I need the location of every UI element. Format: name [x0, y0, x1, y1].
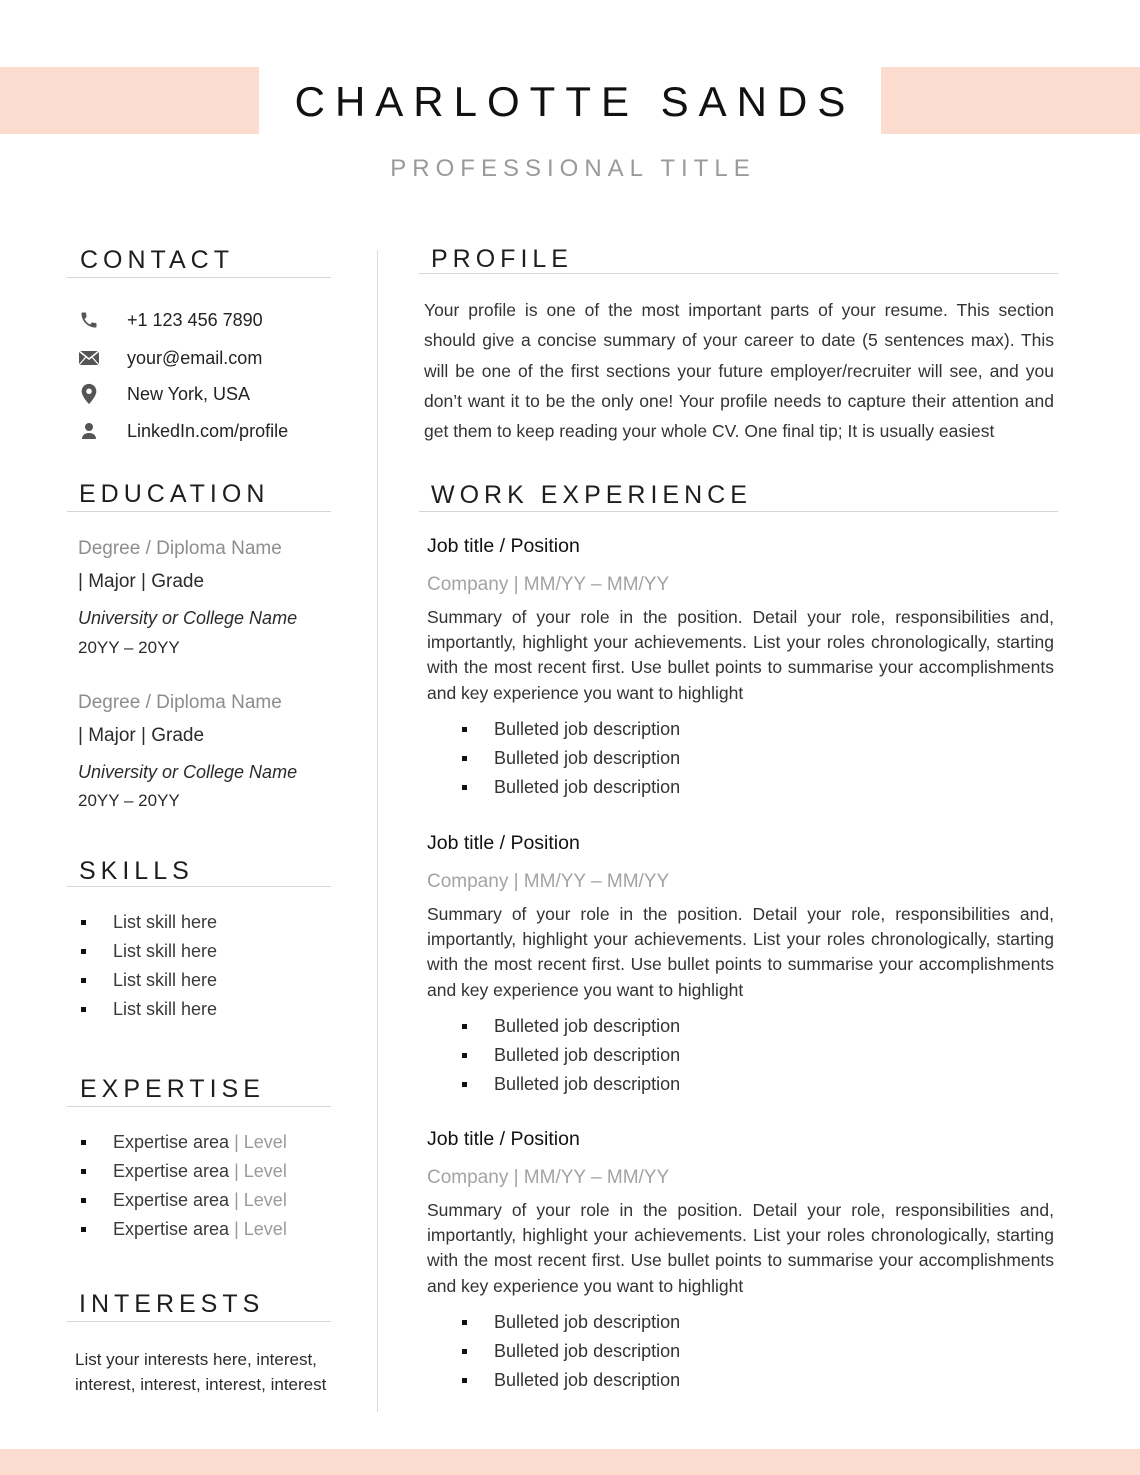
- job-bullet-text: Bulleted job description: [494, 1045, 681, 1065]
- education-years: 20YY – 20YY: [78, 791, 180, 810]
- education-major: | Major | Grade: [78, 571, 205, 592]
- expertise-item: [80, 1157, 287, 1186]
- skill-text: List skill here: [113, 999, 218, 1019]
- expertise-level: Level: [243, 1190, 287, 1210]
- skill-text: List skill here: [113, 941, 218, 961]
- job-summary: Summary of your role in the position. Detail your role, responsibilities and, importantly, highlight your achievements. List your roles chronologically, starting with the most recent first. Use bullet points to summarise your accomplishments and key experience you want to highlight: [427, 607, 1054, 703]
- job-bullets: [462, 1012, 680, 1099]
- job-title: Job title / Position: [427, 832, 580, 854]
- job-bullets: [462, 1308, 680, 1395]
- skill-item: [80, 937, 217, 966]
- person-icon: [78, 420, 100, 442]
- footer-accent-band: [0, 1449, 1140, 1475]
- job-bullet: [462, 1337, 680, 1366]
- expertise-list: [80, 1128, 287, 1244]
- bullet-square-icon: [81, 1169, 86, 1174]
- contact-heading-rule: [67, 277, 331, 278]
- expertise-area: Expertise area: [113, 1219, 230, 1239]
- education-heading: EDUCATION: [79, 480, 270, 508]
- expertise-separator: |: [234, 1161, 239, 1181]
- expertise-area: Expertise area: [113, 1132, 230, 1152]
- bullet-square-icon: [462, 1378, 467, 1383]
- interests-text: List your interests here, interest, interest, interest, interest, interest: [75, 1350, 327, 1394]
- education-heading-rule: [67, 511, 331, 512]
- education-degree: Degree / Diploma Name: [78, 692, 282, 713]
- bullet-square-icon: [81, 1227, 86, 1232]
- job-title: Job title / Position: [427, 1128, 580, 1150]
- expertise-area: Expertise area: [113, 1161, 230, 1181]
- education-degree: Degree / Diploma Name: [78, 538, 282, 559]
- skill-item: [80, 908, 217, 937]
- skill-item: [80, 995, 217, 1024]
- contact-location: [78, 381, 251, 407]
- skill-text: List skill here: [113, 912, 218, 932]
- expertise-level: Level: [243, 1219, 287, 1239]
- job-bullet: [462, 1041, 680, 1070]
- expertise-heading: EXPERTISE: [80, 1075, 265, 1103]
- bullet-square-icon: [81, 1198, 86, 1203]
- interests-heading-rule: [67, 1321, 331, 1322]
- skills-heading: SKILLS: [79, 857, 194, 885]
- bullet-square-icon: [462, 1082, 467, 1087]
- job-bullet: [462, 1012, 680, 1041]
- skill-item: [80, 966, 217, 995]
- bullet-square-icon: [462, 756, 467, 761]
- envelope-icon: [78, 347, 100, 369]
- job-bullet-text: Bulleted job description: [494, 1370, 681, 1390]
- job-summary: Summary of your role in the position. Detail your role, responsibilities and, importantly, highlight your achievements. List your roles chronologically, starting with the most recent first. Use bullet points to summarise your accomplishments and key experience you want to highlight: [427, 1200, 1054, 1296]
- job-bullets: [462, 715, 680, 802]
- expertise-separator: |: [234, 1219, 239, 1239]
- job-bullet-text: Bulleted job description: [494, 1016, 681, 1036]
- job-bullet: [462, 1070, 680, 1099]
- job-title: Job title / Position: [427, 535, 580, 557]
- bullet-square-icon: [462, 1053, 467, 1058]
- contact-location-text: New York, USA: [127, 383, 251, 404]
- job-bullet: [462, 1308, 680, 1337]
- job-bullet: [462, 1366, 680, 1395]
- location-pin-icon: [78, 383, 100, 405]
- education-major: | Major | Grade: [78, 725, 205, 746]
- expertise-level: Level: [243, 1161, 287, 1181]
- expertise-item: [80, 1215, 287, 1244]
- education-years: 20YY – 20YY: [78, 638, 180, 657]
- job-summary: Summary of your role in the position. Detail your role, responsibilities and, importantly, highlight your achievements. List your roles chronologically, starting with the most recent first. Use bullet points to summarise your accomplishments and key experience you want to highlight: [427, 904, 1054, 1000]
- job-bullet-text: Bulleted job description: [494, 1074, 681, 1094]
- contact-email: [78, 345, 263, 371]
- bullet-square-icon: [81, 1007, 86, 1012]
- professional-title: PROFESSIONAL TITLE: [390, 155, 756, 182]
- phone-icon: [78, 309, 100, 331]
- job-company-dates: Company | MM/YY – MM/YY: [427, 1167, 670, 1188]
- job-company-dates: Company | MM/YY – MM/YY: [427, 574, 670, 595]
- work-experience-heading-rule: [419, 511, 1058, 512]
- interests-heading: INTERESTS: [79, 1290, 265, 1318]
- profile-heading-rule: [419, 273, 1058, 274]
- candidate-name: CHARLOTTE SANDS: [294, 78, 856, 125]
- work-experience-heading: WORK EXPERIENCE: [431, 481, 752, 509]
- job-bullet: [462, 773, 680, 802]
- profile-summary: Your profile is one of the most important parts of your resume. This section should give a concise summary of your career to date (5 sentences max). This will be one of the first sections your future employer/recruiter will see, and you don’t want it to be the only one! Your profile needs to capture their attention and get them to keep reading your whole CV. One final tip; It is usually easiest: [424, 300, 1054, 442]
- expertise-heading-rule: [67, 1106, 331, 1107]
- expertise-level: Level: [243, 1132, 287, 1152]
- bullet-square-icon: [81, 1140, 86, 1145]
- contact-heading: CONTACT: [80, 246, 234, 274]
- job-bullet: [462, 715, 680, 744]
- expertise-item: [80, 1128, 287, 1157]
- contact-phone-text: +1 123 456 7890: [127, 309, 263, 330]
- contact-linkedin: [78, 418, 289, 444]
- bullet-square-icon: [462, 785, 467, 790]
- skills-list: [80, 908, 217, 1024]
- contact-linkedin-text: LinkedIn.com/profile: [127, 420, 289, 441]
- bullet-square-icon: [462, 1349, 467, 1354]
- column-divider: [377, 250, 378, 1412]
- bullet-square-icon: [462, 727, 467, 732]
- bullet-square-icon: [81, 920, 86, 925]
- job-bullet-text: Bulleted job description: [494, 1341, 681, 1361]
- job-company-dates: Company | MM/YY – MM/YY: [427, 871, 670, 892]
- expertise-separator: |: [234, 1190, 239, 1210]
- skill-text: List skill here: [113, 970, 218, 990]
- education-university: University or College Name: [78, 608, 298, 628]
- bullet-square-icon: [81, 978, 86, 983]
- contact-email-text: your@email.com: [127, 347, 263, 368]
- skills-heading-rule: [67, 886, 331, 887]
- job-bullet-text: Bulleted job description: [494, 719, 681, 739]
- education-university: University or College Name: [78, 762, 298, 782]
- bullet-square-icon: [462, 1024, 467, 1029]
- bullet-square-icon: [81, 949, 86, 954]
- expertise-separator: |: [234, 1132, 239, 1152]
- bullet-square-icon: [462, 1320, 467, 1325]
- expertise-area: Expertise area: [113, 1190, 230, 1210]
- job-bullet-text: Bulleted job description: [494, 777, 681, 797]
- job-bullet: [462, 744, 680, 773]
- expertise-item: [80, 1186, 287, 1215]
- job-bullet-text: Bulleted job description: [494, 1312, 681, 1332]
- contact-phone: [78, 307, 263, 333]
- profile-heading: PROFILE: [431, 245, 573, 273]
- job-bullet-text: Bulleted job description: [494, 748, 681, 768]
